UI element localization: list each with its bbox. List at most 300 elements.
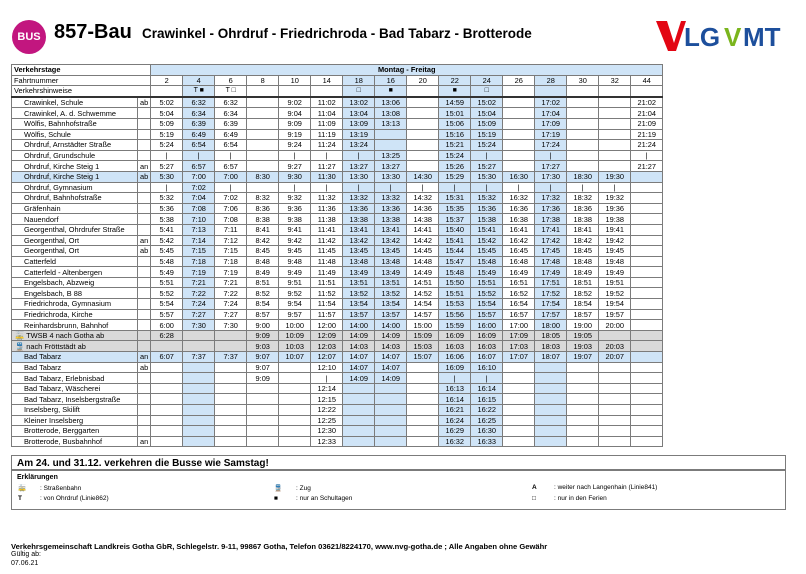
legend-item-train: 🚆 : Zug — [274, 485, 311, 492]
table-row — [12, 161, 663, 172]
table-row — [12, 140, 663, 151]
departure-time: 12:00 — [311, 320, 343, 331]
departure-time: 13:49 — [375, 267, 407, 278]
trip-hint: □ — [343, 86, 375, 97]
departure-time: 14:45 — [407, 246, 439, 257]
departure-time: 15:41 — [439, 235, 471, 246]
departure-time: | — [151, 150, 183, 161]
departure-time: 19:30 — [599, 171, 631, 182]
stop-arrival-flag — [138, 373, 151, 384]
departure-time — [631, 436, 663, 447]
departure-time: 19:03 — [567, 341, 599, 352]
trip-hint — [535, 86, 567, 97]
departure-time — [375, 405, 407, 416]
departure-time — [535, 426, 567, 437]
departure-time: 19:51 — [599, 277, 631, 288]
departure-time: 5:32 — [151, 193, 183, 204]
departure-time: 16:03 — [439, 341, 471, 352]
departure-time — [503, 426, 535, 437]
departure-time: 7:13 — [183, 224, 215, 235]
departure-time: 16:30 — [503, 171, 535, 182]
stop-name: Ohrdruf, Arnstädter Straße — [12, 140, 138, 151]
departure-time: 16:32 — [503, 193, 535, 204]
departure-time — [215, 405, 247, 416]
departure-time: 18:05 — [535, 330, 567, 341]
departure-time: 16:45 — [503, 246, 535, 257]
stop-arrival-flag — [138, 309, 151, 320]
departure-time: 11:24 — [311, 140, 343, 151]
departure-time: 8:49 — [247, 267, 279, 278]
departure-time: 9:30 — [279, 171, 311, 182]
table-row — [12, 150, 663, 161]
departure-time: 7:12 — [215, 235, 247, 246]
table-row — [12, 246, 663, 257]
departure-time — [183, 330, 215, 341]
stop-arrival-flag: ab — [138, 362, 151, 373]
departure-time: 9:49 — [279, 267, 311, 278]
bus-badge: BUS — [12, 20, 46, 54]
stop-arrival-flag — [138, 405, 151, 416]
departure-time — [567, 394, 599, 405]
trip-number: 24 — [471, 75, 503, 86]
departure-time: | — [279, 182, 311, 193]
departure-time — [407, 373, 439, 384]
stop-arrival-flag: ab — [138, 97, 151, 108]
departure-time: 6:28 — [151, 330, 183, 341]
table-row — [12, 171, 663, 182]
departure-time: 9:48 — [279, 256, 311, 267]
departure-time: 13:54 — [343, 299, 375, 310]
departure-time: 11:51 — [311, 277, 343, 288]
departure-time: 11:04 — [311, 108, 343, 119]
departure-time: 18:48 — [567, 256, 599, 267]
stop-name: Georgenthal, Ohrdrufer Straße — [12, 224, 138, 235]
stop-name: 🚋 TWSB 4 nach Gotha ab — [12, 330, 138, 341]
departure-time: 9:07 — [247, 362, 279, 373]
departure-time: 11:48 — [311, 256, 343, 267]
departure-time — [631, 224, 663, 235]
stop-name: Ohrdruf, Gymnasium — [12, 182, 138, 193]
departure-time: 15:47 — [439, 256, 471, 267]
departure-time: 13:19 — [343, 129, 375, 140]
table-row — [12, 320, 663, 331]
departure-time: 8:52 — [247, 288, 279, 299]
departure-time — [247, 161, 279, 172]
departure-time — [375, 426, 407, 437]
trip-number: 10 — [279, 75, 311, 86]
departure-time: | — [503, 182, 535, 193]
departure-time — [567, 108, 599, 119]
valid-label: Gültig ab: — [11, 551, 41, 558]
departure-time: 11:38 — [311, 214, 343, 225]
table-row — [12, 405, 663, 416]
departure-time: 9:03 — [247, 341, 279, 352]
departure-time: 16:54 — [503, 299, 535, 310]
departure-time: 6:34 — [183, 108, 215, 119]
departure-time — [407, 161, 439, 172]
departure-time: 5:09 — [151, 118, 183, 129]
departure-time — [247, 426, 279, 437]
departure-time — [535, 373, 567, 384]
trip-number: 30 — [567, 75, 599, 86]
departure-time — [279, 383, 311, 394]
departure-time — [279, 415, 311, 426]
departure-time: 5:48 — [151, 256, 183, 267]
stop-arrival-flag — [138, 267, 151, 278]
departure-time: 8:41 — [247, 224, 279, 235]
departure-time: 14:42 — [407, 235, 439, 246]
departure-time — [535, 436, 567, 447]
departure-time: 16:33 — [471, 436, 503, 447]
departure-time — [535, 394, 567, 405]
departure-time: | — [535, 182, 567, 193]
departure-time: 13:45 — [375, 246, 407, 257]
departure-time: 15:45 — [471, 246, 503, 257]
departure-time — [567, 97, 599, 108]
departure-time: 17:00 — [503, 320, 535, 331]
departure-time: 13:51 — [375, 277, 407, 288]
stop-arrival-flag — [138, 108, 151, 119]
departure-time: 15:52 — [471, 288, 503, 299]
departure-time — [631, 256, 663, 267]
departure-time: 17:27 — [535, 161, 567, 172]
legend-item-a: A : weiter nach Langenhain (Linie841) — [532, 484, 658, 491]
departure-time: 12:03 — [311, 341, 343, 352]
departure-time — [183, 415, 215, 426]
departure-time: 14:38 — [407, 214, 439, 225]
departure-time: 16:29 — [439, 426, 471, 437]
departure-time: | — [471, 182, 503, 193]
departure-time: 14:07 — [343, 362, 375, 373]
departure-time: 15:24 — [439, 150, 471, 161]
stop-arrival-flag — [138, 150, 151, 161]
departure-time: 10:03 — [279, 341, 311, 352]
stop-name: Ohrdruf, Bahnhofstraße — [12, 193, 138, 204]
departure-time: 7:37 — [215, 352, 247, 363]
departure-time: 12:15 — [311, 394, 343, 405]
departure-time: 18:36 — [567, 203, 599, 214]
departure-time: 13:52 — [375, 288, 407, 299]
departure-time: | — [631, 150, 663, 161]
table-row — [12, 97, 663, 108]
stop-arrival-flag — [138, 299, 151, 310]
departure-time — [599, 150, 631, 161]
departure-time — [503, 161, 535, 172]
departure-time: 14:09 — [343, 330, 375, 341]
departure-time: 18:49 — [567, 267, 599, 278]
departure-time: 18:30 — [567, 171, 599, 182]
stop-name: Reinhardsbrunn, Bahnhof — [12, 320, 138, 331]
departure-time: 11:42 — [311, 235, 343, 246]
departure-time: 19:52 — [599, 288, 631, 299]
departure-time: 9:00 — [247, 320, 279, 331]
stop-arrival-flag: an — [138, 352, 151, 363]
departure-time — [567, 436, 599, 447]
departure-time — [343, 394, 375, 405]
departure-time — [343, 426, 375, 437]
departure-time: 17:41 — [535, 224, 567, 235]
departure-time: 14:57 — [407, 309, 439, 320]
departure-time: 15:40 — [439, 224, 471, 235]
departure-time: | — [471, 373, 503, 384]
departure-time: 7:04 — [183, 193, 215, 204]
stop-arrival-flag — [138, 415, 151, 426]
stop-arrival-flag — [138, 320, 151, 331]
table-row — [12, 256, 663, 267]
departure-time — [247, 415, 279, 426]
departure-time — [343, 415, 375, 426]
departure-time: | — [439, 373, 471, 384]
departure-time — [503, 129, 535, 140]
departure-time: 5:57 — [151, 309, 183, 320]
departure-time: 19:32 — [599, 193, 631, 204]
table-row — [12, 299, 663, 310]
departure-time: 11:02 — [311, 97, 343, 108]
departure-time: 17:36 — [535, 203, 567, 214]
departure-time: 15:24 — [471, 140, 503, 151]
departure-time: 16:57 — [503, 309, 535, 320]
departure-time: 18:52 — [567, 288, 599, 299]
departure-time: 15:35 — [439, 203, 471, 214]
departure-time — [183, 426, 215, 437]
departure-time: 14:09 — [375, 330, 407, 341]
trip-number: 8 — [247, 75, 279, 86]
stop-arrival-flag — [138, 129, 151, 140]
departure-time: 15:03 — [407, 341, 439, 352]
logo-red-chevron — [656, 21, 686, 51]
stop-arrival-flag — [138, 214, 151, 225]
departure-time: 9:36 — [279, 203, 311, 214]
departure-time: 13:57 — [375, 309, 407, 320]
departure-time: 8:36 — [247, 203, 279, 214]
stop-name: Ohrdruf, Kirche Steig 1 — [12, 161, 138, 172]
departure-time — [215, 426, 247, 437]
departure-time — [215, 341, 247, 352]
table-row — [12, 235, 663, 246]
departure-time — [631, 203, 663, 214]
logo-text-lg: LG — [684, 22, 721, 52]
departure-time: 19:57 — [599, 309, 631, 320]
stop-arrival-flag: ab — [138, 246, 151, 257]
departure-time — [567, 383, 599, 394]
departure-time: 15:38 — [471, 214, 503, 225]
stop-name: Engelsbach, B 88 — [12, 288, 138, 299]
departure-time — [375, 140, 407, 151]
departure-time — [567, 405, 599, 416]
departure-time — [631, 182, 663, 193]
departure-time — [247, 182, 279, 193]
departure-time: | — [215, 182, 247, 193]
departure-time — [407, 405, 439, 416]
departure-time: 11:30 — [311, 171, 343, 182]
departure-time: 12:25 — [311, 415, 343, 426]
departure-time: 5:54 — [151, 299, 183, 310]
departure-time: 16:30 — [471, 426, 503, 437]
departure-time — [567, 161, 599, 172]
departure-time — [599, 383, 631, 394]
stop-arrival-flag — [138, 203, 151, 214]
departure-time — [631, 383, 663, 394]
trip-hint — [631, 86, 663, 97]
departure-time — [567, 118, 599, 129]
departure-time: 16:00 — [471, 320, 503, 331]
departure-time: 19:36 — [599, 203, 631, 214]
timetable — [11, 64, 663, 447]
departure-time — [247, 140, 279, 151]
stop-arrival-flag — [138, 426, 151, 437]
departure-time: | — [375, 182, 407, 193]
departure-time: 16:38 — [503, 214, 535, 225]
departure-time — [503, 405, 535, 416]
departure-time: 16:09 — [439, 330, 471, 341]
departure-time — [215, 373, 247, 384]
departure-time: 15:00 — [407, 320, 439, 331]
departure-time: 9:57 — [279, 309, 311, 320]
departure-time — [407, 415, 439, 426]
stop-name: Inselsberg, Skilift — [12, 405, 138, 416]
trip-number: 32 — [599, 75, 631, 86]
departure-time: 13:06 — [375, 97, 407, 108]
table-row — [12, 309, 663, 320]
departure-time — [631, 426, 663, 437]
departure-time: | — [183, 150, 215, 161]
departure-time: 9:32 — [279, 193, 311, 204]
stop-arrival-flag — [138, 288, 151, 299]
trip-hint — [151, 86, 183, 97]
trip-number: 16 — [375, 75, 407, 86]
stop-arrival-flag: an — [138, 161, 151, 172]
trip-hint — [567, 86, 599, 97]
departure-time: 7:21 — [215, 277, 247, 288]
departure-time: 12:09 — [311, 330, 343, 341]
departure-time — [183, 341, 215, 352]
departure-time: 15:07 — [407, 352, 439, 363]
departure-time: 9:09 — [247, 373, 279, 384]
trip-hint — [503, 86, 535, 97]
tram-icon: 🚋 — [18, 485, 27, 492]
departure-time: 6:07 — [151, 352, 183, 363]
stop-name: Crawinkel, A. d. Schwemme — [12, 108, 138, 119]
stop-arrival-flag — [138, 330, 151, 341]
departure-time: 8:54 — [247, 299, 279, 310]
stop-name: Brotterode, Busbahnhof — [12, 436, 138, 447]
departure-time: 20:03 — [599, 341, 631, 352]
departure-time: 17:49 — [535, 267, 567, 278]
departure-time — [503, 108, 535, 119]
departure-time: 5:04 — [151, 108, 183, 119]
departure-time — [247, 97, 279, 108]
stop-arrival-flag — [138, 224, 151, 235]
departure-time — [599, 373, 631, 384]
departure-time: 19:54 — [599, 299, 631, 310]
departure-time: 14:59 — [439, 97, 471, 108]
departure-time: 6:49 — [183, 129, 215, 140]
departure-time: 17:51 — [535, 277, 567, 288]
table-row — [12, 214, 663, 225]
departure-time — [535, 405, 567, 416]
departure-time — [151, 373, 183, 384]
departure-time: 7:27 — [215, 309, 247, 320]
table-row — [12, 203, 663, 214]
stop-name: Kleiner Inselsberg — [12, 415, 138, 426]
table-row — [12, 224, 663, 235]
departure-time: 15:42 — [471, 235, 503, 246]
departure-time: | — [279, 150, 311, 161]
departure-time: 11:36 — [311, 203, 343, 214]
route-title: Crawinkel - Ohrdruf - Friedrichroda - Bad Tabarz - Brotterode — [142, 26, 532, 41]
departure-time — [247, 118, 279, 129]
departure-time: 12:30 — [311, 426, 343, 437]
departure-time — [599, 161, 631, 172]
stop-name: 🚆 nach Fröttstädt ab — [12, 341, 138, 352]
departure-time — [343, 436, 375, 447]
legend — [11, 470, 786, 510]
departure-time — [215, 436, 247, 447]
trip-number: 18 — [343, 75, 375, 86]
departure-time: 10:09 — [279, 330, 311, 341]
departure-time: 15:21 — [439, 140, 471, 151]
stop-name: Nauendorf — [12, 214, 138, 225]
stop-arrival-flag — [138, 383, 151, 394]
table-row — [12, 341, 663, 352]
departure-time — [599, 415, 631, 426]
departure-time: 10:07 — [279, 352, 311, 363]
departure-time — [599, 330, 631, 341]
legend-item-school: ■ : nur an Schultagen — [274, 495, 353, 502]
departure-time: 17:48 — [535, 256, 567, 267]
departure-time — [535, 415, 567, 426]
departure-time: 13:04 — [343, 108, 375, 119]
stop-arrival-flag — [138, 193, 151, 204]
trip-number: 22 — [439, 75, 471, 86]
departure-time: 19:42 — [599, 235, 631, 246]
departure-time: 7:08 — [183, 203, 215, 214]
table-row — [12, 118, 663, 129]
line-number: 857-Bau — [54, 21, 132, 43]
departure-time: | — [151, 182, 183, 193]
departure-time: 8:45 — [247, 246, 279, 257]
departure-time: 21:24 — [631, 140, 663, 151]
departure-time — [535, 383, 567, 394]
departure-time: 17:09 — [503, 330, 535, 341]
departure-time: 21:09 — [631, 118, 663, 129]
departure-time: 6:39 — [215, 118, 247, 129]
departure-time — [503, 373, 535, 384]
departure-time: 13:52 — [343, 288, 375, 299]
departure-time: 20:00 — [599, 320, 631, 331]
departure-time: 14:09 — [375, 373, 407, 384]
departure-time — [631, 235, 663, 246]
departure-time: 13:41 — [375, 224, 407, 235]
departure-time: 15:27 — [471, 161, 503, 172]
departure-time: 14:00 — [375, 320, 407, 331]
departure-time: 9:09 — [247, 330, 279, 341]
departure-time: 9:38 — [279, 214, 311, 225]
departure-time — [183, 373, 215, 384]
stop-arrival-flag — [138, 118, 151, 129]
validity — [11, 551, 41, 568]
departure-time — [183, 436, 215, 447]
departure-time — [599, 362, 631, 373]
table-row — [12, 288, 663, 299]
departure-time: 14:00 — [343, 320, 375, 331]
legend-item-t: T : von Ohrdruf (Linie862) — [18, 495, 109, 502]
departure-time — [503, 383, 535, 394]
departure-time: 16:32 — [439, 436, 471, 447]
departure-time: 13:38 — [375, 214, 407, 225]
departure-time: 5:52 — [151, 288, 183, 299]
stop-arrival-flag — [138, 394, 151, 405]
